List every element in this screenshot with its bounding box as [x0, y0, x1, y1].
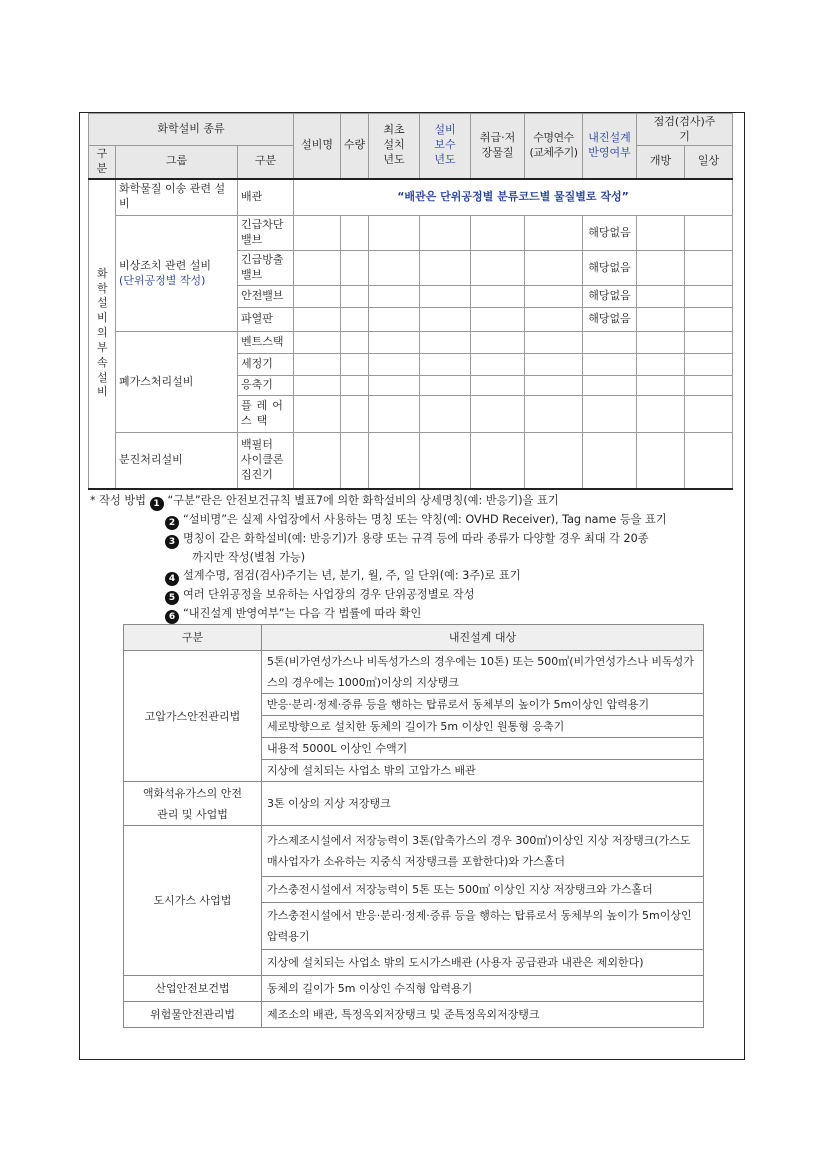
emergency-item: 긴급방출밸브 — [238, 251, 294, 286]
dust-items — [238, 433, 294, 489]
header-lifespan: 수명연수(교체주기) — [525, 114, 583, 179]
note-item: 2 “설비명”은 실제 사업장에서 사용하는 명칭 또는 약칭(예: OVHD Receiver), Tag name 등을 표기 — [90, 511, 740, 530]
header-subtype: 구분 — [238, 146, 294, 179]
dust-group: 분진처리설비 — [116, 433, 238, 489]
transfer-note: “배관은 단위공정별 분류코드별 물질별로 작성” — [294, 179, 733, 216]
header-open: 개방 — [637, 146, 685, 179]
number-marker: 3 — [165, 535, 179, 549]
header-repair-year: 설비보수년도 — [420, 114, 471, 179]
header-seismic: 내진설계반영여부 — [583, 114, 637, 179]
seismic-target: 지상에 설치되는 사업소 밖의 도시가스배관 (사용자 공급관과 내관은 제외한다) — [262, 950, 704, 976]
seismic-target: 3톤 이상의 지상 저장탱크 — [262, 782, 704, 826]
header-daily: 일상 — [685, 146, 733, 179]
number-marker: 2 — [165, 516, 179, 530]
note-item: * 작성 방법 1 “구분”란은 안전보건규칙 별표7에 의한 화학설비의 상세명칭(예: 반응기)을 표기 — [90, 494, 559, 509]
header-qty: 수량 — [341, 114, 369, 179]
seismic-target: 반응·분리·정제·증류 등을 행하는 탑류로서 동체부의 높이가 5m이상인 압력용기 — [262, 694, 704, 716]
number-marker: 1 — [150, 497, 164, 511]
seismic-target: 지상에 설치되는 사업소 밖의 고압가스 배관 — [262, 760, 704, 782]
exhaust-item: 응축기 — [238, 376, 294, 396]
seismic-target: 동체의 길이가 5m 이상인 수직형 압력용기 — [262, 976, 704, 1002]
emergency-item: 안전밸브 — [238, 286, 294, 308]
seismic-target: 세로방향으로 설치한 동체의 길이가 5m 이상인 원통형 응축기 — [262, 716, 704, 738]
seismic-na: 해당없음 — [583, 308, 637, 332]
law-name: 고압가스안전관리법 — [124, 651, 262, 782]
header-chem-type: 화학설비 종류 — [89, 114, 294, 146]
chemical-equipment-table — [88, 113, 733, 490]
seismic-na: 해당없음 — [583, 251, 637, 286]
number-marker: 6 — [165, 610, 179, 624]
dust-item: 집진기 — [241, 467, 273, 481]
seismic-target: 내용적 5000L 이상인 수액기 — [262, 738, 704, 760]
note-item: 3 명칭이 같은 화학설비(예: 반응기)가 용량 또는 규격 등에 따라 종류가 다양할 경우 최대 각 20종 — [90, 530, 740, 549]
header-equip-name: 설비명 — [294, 114, 341, 179]
seismic-target: 가스충전시설에서 반응·분리·정제·증류 등을 행하는 탑류로서 동체부의 높이가 5m이상인 압력용기 — [262, 903, 704, 950]
seismic-head-target: 내진설계 대상 — [262, 625, 704, 651]
header-group: 그룹 — [116, 146, 238, 179]
header-inspection-cycle: 점검(검사)주기 — [637, 114, 733, 146]
seismic-target: 5톤(비가연성가스나 비독성가스의 경우에는 10톤) 또는 500㎥(비가연성가스나 비독성가스의 경우에는 1000㎥)이상의 지상탱크 — [262, 651, 704, 694]
note-item: 5 여러 단위공정을 보유하는 사업장의 경우 단위공정별로 작성 — [90, 586, 740, 605]
note-item-continuation: 까지만 작성(별첨 가능) — [192, 551, 306, 564]
header-install-year: 최초설치년도 — [369, 114, 420, 179]
note-item: 6 “내진설계 반영여부”는 다음 각 법률에 따라 확인 — [90, 605, 740, 624]
dust-item: 백필터 — [241, 437, 273, 451]
emergency-group — [116, 216, 238, 332]
seismic-head-gubun: 구분 — [124, 625, 262, 651]
exhaust-item: 벤트스택 — [238, 332, 294, 354]
exhaust-item: 플레어스택 — [238, 396, 294, 433]
emergency-item: 긴급차단밸브 — [238, 216, 294, 251]
emergency-group-note: (단위공정별 작성) — [119, 273, 206, 287]
header-handled-material: 취급·저장물질 — [471, 114, 525, 179]
seismic-na: 해당없음 — [583, 286, 637, 308]
law-name: 위험물안전관리법 — [124, 1002, 262, 1028]
exhaust-item: 세정기 — [238, 354, 294, 376]
emergency-item: 파열판 — [238, 308, 294, 332]
law-name: 산업안전보건법 — [124, 976, 262, 1002]
emergency-group-label: 비상조치 관련 설비 — [119, 258, 212, 272]
transfer-group: 화학물질 이송 관련 설비 — [116, 179, 238, 216]
seismic-target: 가스충전시설에서 저장능력이 5톤 또는 500㎥ 이상인 지상 저장탱크와 가스홀더 — [262, 877, 704, 903]
seismic-na: 해당없음 — [583, 216, 637, 251]
seismic-target: 제조소의 배관, 특정옥외저장탱크 및 준특정옥외저장탱크 — [262, 1002, 704, 1028]
side-label: 화학설비의 부속설비 — [89, 179, 116, 489]
writing-notes — [90, 492, 740, 624]
law-name: 액화석유가스의 안전관리 및 사업법 — [124, 782, 262, 826]
number-marker: 4 — [165, 572, 179, 586]
exhaust-group: 폐가스처리설비 — [116, 332, 238, 433]
seismic-target: 가스제조시설에서 저장능력이 3톤(압축가스의 경우 300㎥)이상인 지상 저장탱크(가스도매사업자가 소유하는 지중식 저장탱크를 포함한다)와 가스홀더 — [262, 826, 704, 877]
header-gubun-col: 구분 — [89, 146, 116, 179]
notes-prefix: * 작성 방법 — [90, 494, 146, 507]
transfer-sub: 배관 — [238, 179, 294, 216]
seismic-design-table — [123, 624, 704, 1028]
number-marker: 5 — [165, 591, 179, 605]
law-name: 도시가스 사업법 — [124, 826, 262, 976]
dust-item: 사이클론 — [241, 452, 284, 466]
note-item: 4 설계수명, 점검(검사)주기는 년, 분기, 월, 주, 일 단위(예: 3주)로 표기 — [90, 567, 740, 586]
